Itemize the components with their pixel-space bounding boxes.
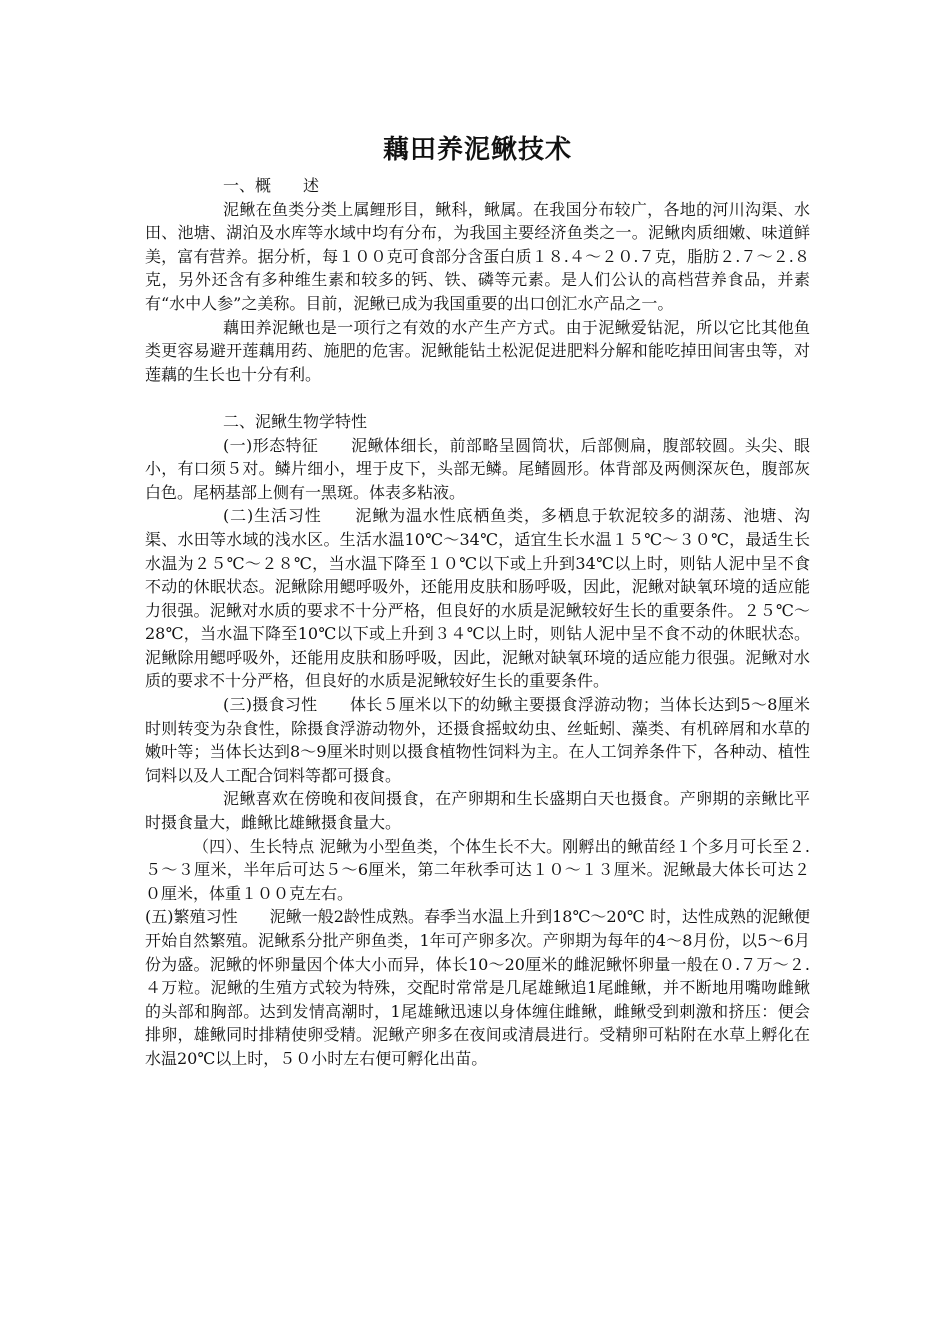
text-feeding-2: 泥鳅喜欢在傍晚和夜间摄食，在产卵期和生长盛期白天也摄食。产卵期的亲鳅比平时摄食量大，雌鳅比雄鳅摄食量大。 (145, 789, 810, 833)
document-title: 藕田养泥鳅技术 (382, 135, 572, 165)
subheading-morphology: (一)形态特征 (223, 435, 352, 455)
paragraph-feeding (145, 693, 810, 787)
section-heading-overview: 一、概 述 (223, 176, 320, 195)
paragraph-feeding-2 (145, 787, 810, 834)
text-habits: 泥鳅为温水性底栖鱼类，多栖息于软泥较多的湖荡、池塘、沟渠、水田等水域的浅水区。生活水温10℃～34℃，适宜生长水温１５℃～３０℃，最适生长水温为２５℃～２８℃，当水温下降至１０℃以下或上升到34℃以上时，则钻人泥中呈不食不动的休眠状态。泥鳅除用鳃呼吸外，还能用皮肤和肠呼吸，因此，泥鳅对缺氧环境的适应能力很强。泥鳅对水质的要求不十分严格，但良好的水质是泥鳅较好生长的重要条件。２５℃～28℃，当水温下降至10℃以下或上升到３４℃以上时，则钻人泥中呈不食不动的休眠状态。泥鳅除用鳃呼吸外，还能用皮肤和肠呼吸，因此，泥鳅对缺氧环境的适应能力很强。泥鳅对水质的要求不十分严格，但良好的水质是泥鳅较好生长的重要条件。 (145, 506, 810, 691)
subheading-feeding: (三)摄食习性 (223, 695, 350, 715)
paragraph-habits (145, 504, 810, 693)
text-feeding: 体长５厘米以下的幼鳅主要摄食浮游动物；当体长达到5～8厘米时则转变为杂食性，除摄食浮游动物外，还摄食摇蚊幼虫、丝蚯蚓、藻类、有机碎屑和水草的嫩叶等；当体长达到8～9厘米时则以摄食植物性饲料为主。在人工饲养条件下，各种动、植性饲料以及人工配合饲料等都可摄食。 (145, 695, 810, 785)
blank-line (145, 386, 810, 410)
text-morphology: 泥鳅体细长，前部略呈圆筒状，后部侧扁，腹部较圆。头尖、眼小，有口须５对。鳞片细小，埋于皮下，头部无鳞。尾鳍圆形。体背部及两侧深灰色，腹部灰白色。尾柄基部上侧有一黑斑。体表多粘液。 (145, 435, 810, 502)
paragraph-morphology (145, 434, 810, 505)
paragraph-overview-2: 藕田养泥鳅也是一项行之有效的水产生产方式。由于泥鳅爱钻泥，所以它比其他鱼类更容易避开莲藕用药、施肥的危害。泥鳅能钻土松泥促进肥料分解和能吃掉田间害虫等，对莲藕的生长也十分有利。 (145, 317, 810, 384)
text-reproduction: 泥鳅一般2龄性成熟。春季当水温上升到18℃～20℃ 时，达性成熟的泥鳅便开始自然繁殖。泥鳅系分批产卵鱼类，1年可产卵多次。产卵期为每年的4～8月份，以5～6月份为盛。泥鳅的怀卵量因个体大小而异，体长10～20厘米的雌泥鳅怀卵量一般在０.７万～２.４万粒。泥鳅的生殖方式较为特殊，交配时常常是几尾雄鳅追1尾雌鳅，并不断地用嘴吻雌鳅的头部和胸部。达到发情高潮时，1尾雄鳅迅速以身体缠住雌鳅，雌鳅受到刺激和挤压：便会排卵，雄鳅同时排精使卵受精。泥鳅产卵多在夜间或清晨进行。受精卵可粘附在水草上孵化在水温20℃以上时，５０小时左右便可孵化出苗。 (145, 907, 810, 1068)
subheading-growth: （四）、生长特点 (193, 836, 320, 856)
paragraph-overview-1: 泥鳅在鱼类分类上属鲤形目，鳅科，鳅属。在我国分布较广，各地的河川沟渠、水田、池塘、湖泊及水库等水域中均有分布，为我国主要经济鱼类之一。泥鳅肉质细嫩、味道鲜美，富有营养。据分析，每１００克可食部分含蛋白质１８.４～２０.７克，脂肪２.７～２.８克，另外还含有多种维生素和较多的钙、铁、磷等元素。是人们公认的高档营养食品，并素有“水中人参”之美称。目前，泥鳅已成为我国重要的出口创汇水产品之一。 (145, 199, 810, 313)
document-page (145, 130, 810, 1071)
section-heading-biology: 二、泥鳅生物学特性 (223, 411, 368, 431)
section-overview (145, 174, 810, 386)
subheading-reproduction: (五)繁殖习性 (145, 907, 270, 927)
subheading-habits: (二)生活习性 (223, 506, 356, 526)
section-biology (145, 410, 810, 1071)
text-growth: 泥鳅为小型鱼类，个体生长不大。刚孵出的鳅苗经１个多月可长至２.５～３厘米，半年后可达５～6厘米，第二年秋季可达１０～１３厘米。泥鳅最大体长可达２０厘米，体重１００克左右。 (145, 836, 810, 903)
paragraph-growth (145, 835, 810, 906)
paragraph-reproduction (145, 905, 810, 1070)
